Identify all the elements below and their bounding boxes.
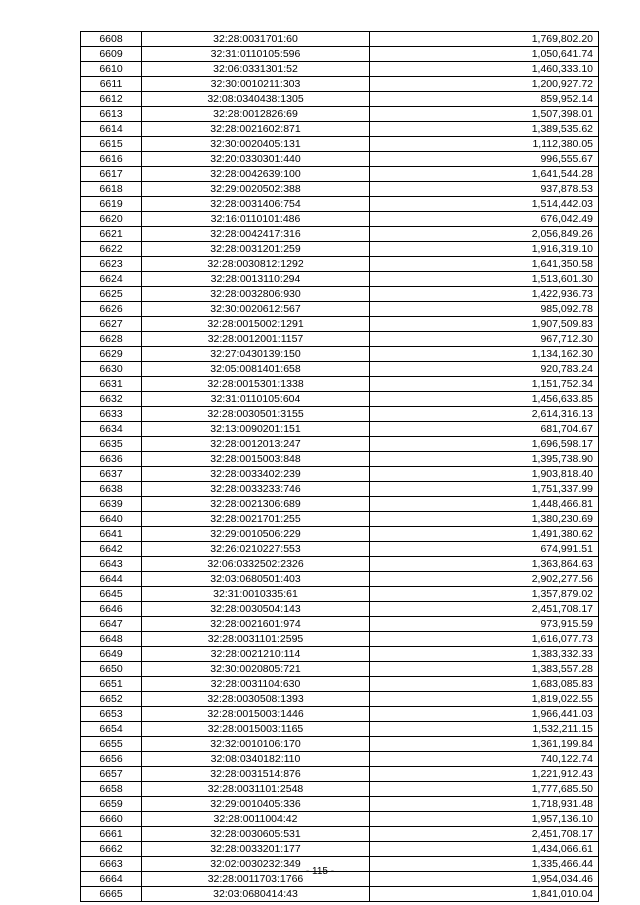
cadastral-value-cell: 1,395,738.90 (370, 452, 599, 467)
cadastral-number-cell: 32:32:0010106:170 (142, 737, 370, 752)
cadastral-value-cell: 1,532,211.15 (370, 722, 599, 737)
cadastral-value-cell: 1,769,802.20 (370, 32, 599, 47)
table-row (81, 662, 599, 677)
cadastral-number-cell: 32:28:0021701:255 (142, 512, 370, 527)
row-number-cell: 6646 (81, 602, 142, 617)
table-row (81, 107, 599, 122)
row-number-cell: 6616 (81, 152, 142, 167)
table-row (81, 182, 599, 197)
page-number: - 115 - (305, 866, 335, 877)
row-number-cell: 6644 (81, 572, 142, 587)
cadastral-number-cell: 32:26:0210227:553 (142, 542, 370, 557)
row-number-cell: 6640 (81, 512, 142, 527)
row-number-cell: 6662 (81, 842, 142, 857)
table-row (81, 752, 599, 767)
table-row (81, 437, 599, 452)
table-row (81, 212, 599, 227)
cadastral-value-cell: 1,363,864.63 (370, 557, 599, 572)
table-row (81, 32, 599, 47)
row-number-cell: 6618 (81, 182, 142, 197)
cadastral-value-cell: 2,614,316.13 (370, 407, 599, 422)
cadastral-value-cell: 1,513,601.30 (370, 272, 599, 287)
cadastral-number-cell: 32:28:0011703:1766 (142, 872, 370, 887)
row-number-cell: 6638 (81, 482, 142, 497)
cadastral-number-cell: 32:28:0012826:69 (142, 107, 370, 122)
table-row (81, 557, 599, 572)
cadastral-number-cell: 32:28:0042417:316 (142, 227, 370, 242)
row-number-cell: 6630 (81, 362, 142, 377)
cadastral-value-cell: 1,751,337.99 (370, 482, 599, 497)
row-number-cell: 6661 (81, 827, 142, 842)
cadastral-value-cell: 1,616,077.73 (370, 632, 599, 647)
row-number-cell: 6636 (81, 452, 142, 467)
row-number-cell: 6664 (81, 872, 142, 887)
cadastral-value-cell: 2,056,849.26 (370, 227, 599, 242)
row-number-cell: 6629 (81, 347, 142, 362)
cadastral-number-cell: 32:16:0110101:486 (142, 212, 370, 227)
cadastral-value-cell: 1,380,230.69 (370, 512, 599, 527)
table-row (81, 452, 599, 467)
row-number-cell: 6665 (81, 887, 142, 902)
cadastral-number-cell: 32:06:0332502:2326 (142, 557, 370, 572)
row-number-cell: 6648 (81, 632, 142, 647)
row-number-cell: 6641 (81, 527, 142, 542)
table-row (81, 767, 599, 782)
cadastral-value-cell: 1,383,332.33 (370, 647, 599, 662)
cadastral-number-cell: 32:05:0081401:658 (142, 362, 370, 377)
cadastral-number-cell: 32:28:0015002:1291 (142, 317, 370, 332)
cadastral-value-cell: 1,448,466.81 (370, 497, 599, 512)
cadastral-value-cell: 1,434,066.61 (370, 842, 599, 857)
cadastral-value-cell: 1,460,333.10 (370, 62, 599, 77)
cadastral-value-cell: 1,221,912.43 (370, 767, 599, 782)
cadastral-number-cell: 32:28:0042639:100 (142, 167, 370, 182)
cadastral-number-cell: 32:30:0020805:721 (142, 662, 370, 677)
cadastral-value-cell: 1,641,350.58 (370, 257, 599, 272)
cadastral-number-cell: 32:30:0010211:303 (142, 77, 370, 92)
cadastral-number-cell: 32:28:0031406:754 (142, 197, 370, 212)
cadastral-value-cell: 1,718,931.48 (370, 797, 599, 812)
cadastral-number-cell: 32:13:0090201:151 (142, 422, 370, 437)
cadastral-number-cell: 32:28:0031201:259 (142, 242, 370, 257)
cadastral-number-cell: 32:28:0012013:247 (142, 437, 370, 452)
table-row (81, 527, 599, 542)
row-number-cell: 6659 (81, 797, 142, 812)
row-number-cell: 6625 (81, 287, 142, 302)
table-row (81, 827, 599, 842)
row-number-cell: 6619 (81, 197, 142, 212)
table-row (81, 92, 599, 107)
cadastral-value-cell: 973,915.59 (370, 617, 599, 632)
cadastral-value-cell: 1,507,398.01 (370, 107, 599, 122)
row-number-cell: 6628 (81, 332, 142, 347)
table-row (81, 287, 599, 302)
cadastral-number-cell: 32:30:0020405:131 (142, 137, 370, 152)
row-number-cell: 6617 (81, 167, 142, 182)
table-row (81, 677, 599, 692)
cadastral-value-cell: 1,422,936.73 (370, 287, 599, 302)
cadastral-number-cell: 32:28:0033233:746 (142, 482, 370, 497)
cadastral-value-cell: 740,122.74 (370, 752, 599, 767)
cadastral-number-cell: 32:28:0015301:1338 (142, 377, 370, 392)
row-number-cell: 6612 (81, 92, 142, 107)
table-row (81, 377, 599, 392)
cadastral-value-cell: 967,712.30 (370, 332, 599, 347)
row-number-cell: 6621 (81, 227, 142, 242)
row-number-cell: 6647 (81, 617, 142, 632)
table-row (81, 347, 599, 362)
table-row (81, 647, 599, 662)
cadastral-value-cell: 1,907,509.83 (370, 317, 599, 332)
cadastral-value-cell: 1,777,685.50 (370, 782, 599, 797)
table-row (81, 332, 599, 347)
cadastral-number-cell: 32:28:0015003:1165 (142, 722, 370, 737)
cadastral-number-cell: 32:28:0031701:60 (142, 32, 370, 47)
row-number-cell: 6650 (81, 662, 142, 677)
table-body (81, 32, 599, 902)
table-row (81, 707, 599, 722)
row-number-cell: 6645 (81, 587, 142, 602)
cadastral-number-cell: 32:03:0680501:403 (142, 572, 370, 587)
table-row (81, 242, 599, 257)
cadastral-value-cell: 1,916,319.10 (370, 242, 599, 257)
row-number-cell: 6626 (81, 302, 142, 317)
table-row (81, 737, 599, 752)
table-row (81, 257, 599, 272)
table-row (81, 227, 599, 242)
row-number-cell: 6635 (81, 437, 142, 452)
cadastral-number-cell: 32:28:0015003:848 (142, 452, 370, 467)
cadastral-number-cell: 32:28:0015003:1446 (142, 707, 370, 722)
table-row (81, 692, 599, 707)
table-row (81, 812, 599, 827)
cadastral-value-cell: 1,200,927.72 (370, 77, 599, 92)
cadastral-number-cell: 32:28:0011004:42 (142, 812, 370, 827)
row-number-cell: 6615 (81, 137, 142, 152)
row-number-cell: 6657 (81, 767, 142, 782)
cadastral-number-cell: 32:28:0033402:239 (142, 467, 370, 482)
table-row (81, 302, 599, 317)
row-number-cell: 6642 (81, 542, 142, 557)
cadastral-value-cell: 1,957,136.10 (370, 812, 599, 827)
table-row (81, 512, 599, 527)
table-row (81, 617, 599, 632)
cadastral-value-cell: 996,555.67 (370, 152, 599, 167)
row-number-cell: 6634 (81, 422, 142, 437)
cadastral-value-cell: 2,902,277.56 (370, 572, 599, 587)
cadastral-value-cell: 920,783.24 (370, 362, 599, 377)
table-row (81, 392, 599, 407)
table-row (81, 62, 599, 77)
row-number-cell: 6624 (81, 272, 142, 287)
table-row (81, 152, 599, 167)
cadastral-value-cell: 681,704.67 (370, 422, 599, 437)
table-row (81, 842, 599, 857)
row-number-cell: 6631 (81, 377, 142, 392)
cadastral-value-cell: 1,151,752.34 (370, 377, 599, 392)
cadastral-number-cell: 32:08:0340438:1305 (142, 92, 370, 107)
cadastral-value-cell: 1,383,557.28 (370, 662, 599, 677)
cadastral-number-cell: 32:03:0680414:43 (142, 887, 370, 902)
cadastral-value-cell: 2,451,708.17 (370, 827, 599, 842)
cadastral-number-cell: 32:28:0021602:871 (142, 122, 370, 137)
cadastral-value-cell: 1,361,199.84 (370, 737, 599, 752)
table-row (81, 272, 599, 287)
row-number-cell: 6643 (81, 557, 142, 572)
table-row (81, 587, 599, 602)
row-number-cell: 6654 (81, 722, 142, 737)
cadastral-number-cell: 32:28:0021306:689 (142, 497, 370, 512)
row-number-cell: 6658 (81, 782, 142, 797)
cadastral-number-cell: 32:28:0031101:2595 (142, 632, 370, 647)
cadastral-value-cell: 676,042.49 (370, 212, 599, 227)
cadastral-number-cell: 32:08:0340182:110 (142, 752, 370, 767)
table-row (81, 197, 599, 212)
table-row (81, 482, 599, 497)
row-number-cell: 6632 (81, 392, 142, 407)
cadastral-number-cell: 32:28:0021210:114 (142, 647, 370, 662)
table-row (81, 722, 599, 737)
cadastral-value-cell: 1,491,380.62 (370, 527, 599, 542)
cadastral-number-cell: 32:06:0331301:52 (142, 62, 370, 77)
row-number-cell: 6613 (81, 107, 142, 122)
cadastral-value-cell: 1,389,535.62 (370, 122, 599, 137)
row-number-cell: 6660 (81, 812, 142, 827)
cadastral-value-cell: 1,357,879.02 (370, 587, 599, 602)
table-row (81, 797, 599, 812)
cadastral-value-cell: 937,878.53 (370, 182, 599, 197)
table-row (81, 887, 599, 902)
cadastral-number-cell: 32:31:0010335:61 (142, 587, 370, 602)
cadastral-number-cell: 32:29:0010405:336 (142, 797, 370, 812)
row-number-cell: 6620 (81, 212, 142, 227)
cadastral-value-cell: 1,134,162.30 (370, 347, 599, 362)
cadastral-number-cell: 32:28:0031514:876 (142, 767, 370, 782)
cadastral-value-cell: 1,112,380.05 (370, 137, 599, 152)
cadastral-value-cell: 1,841,010.04 (370, 887, 599, 902)
table-row (81, 632, 599, 647)
cadastral-value-cell: 985,092.78 (370, 302, 599, 317)
row-number-cell: 6623 (81, 257, 142, 272)
table-row (81, 362, 599, 377)
cadastral-number-cell: 32:29:0010506:229 (142, 527, 370, 542)
cadastral-number-cell: 32:31:0110105:604 (142, 392, 370, 407)
cadastral-value-cell: 1,966,441.03 (370, 707, 599, 722)
cadastral-number-cell: 32:28:0030504:143 (142, 602, 370, 617)
cadastral-value-cell: 1,954,034.46 (370, 872, 599, 887)
cadastral-value-cell: 1,641,544.28 (370, 167, 599, 182)
table-row (81, 317, 599, 332)
row-number-cell: 6652 (81, 692, 142, 707)
cadastral-number-cell: 32:28:0030508:1393 (142, 692, 370, 707)
row-number-cell: 6610 (81, 62, 142, 77)
row-number-cell: 6614 (81, 122, 142, 137)
table-row (81, 422, 599, 437)
row-number-cell: 6622 (81, 242, 142, 257)
row-number-cell: 6653 (81, 707, 142, 722)
row-number-cell: 6637 (81, 467, 142, 482)
cadastral-number-cell: 32:27:0430139:150 (142, 347, 370, 362)
table-row (81, 47, 599, 62)
table-row (81, 782, 599, 797)
cadastral-value-cell: 1,514,442.03 (370, 197, 599, 212)
cadastral-number-cell: 32:28:0030501:3155 (142, 407, 370, 422)
cadastral-value-cell: 1,456,633.85 (370, 392, 599, 407)
cadastral-number-cell: 32:29:0020502:388 (142, 182, 370, 197)
cadastral-value-cell: 1,696,598.17 (370, 437, 599, 452)
row-number-cell: 6611 (81, 77, 142, 92)
cadastral-number-cell: 32:20:0330301:440 (142, 152, 370, 167)
table-row (81, 497, 599, 512)
cadastral-number-cell: 32:02:0030232:349 (142, 857, 370, 872)
cadastral-value-cell: 1,683,085.83 (370, 677, 599, 692)
row-number-cell: 6649 (81, 647, 142, 662)
row-number-cell: 6627 (81, 317, 142, 332)
cadastral-number-cell: 32:28:0012001:1157 (142, 332, 370, 347)
row-number-cell: 6651 (81, 677, 142, 692)
row-number-cell: 6663 (81, 857, 142, 872)
cadastral-number-cell: 32:28:0021601:974 (142, 617, 370, 632)
row-number-cell: 6656 (81, 752, 142, 767)
table-row (81, 137, 599, 152)
cadastral-number-cell: 32:28:0031101:2548 (142, 782, 370, 797)
table-row (81, 407, 599, 422)
table-row (81, 122, 599, 137)
cadastral-value-table (80, 31, 599, 902)
cadastral-number-cell: 32:28:0030812:1292 (142, 257, 370, 272)
cadastral-number-cell: 32:28:0031104:630 (142, 677, 370, 692)
cadastral-value-cell: 859,952.14 (370, 92, 599, 107)
cadastral-value-cell: 674,991.51 (370, 542, 599, 557)
cadastral-value-cell: 2,451,708.17 (370, 602, 599, 617)
cadastral-value-cell: 1,819,022.55 (370, 692, 599, 707)
row-number-cell: 6633 (81, 407, 142, 422)
cadastral-number-cell: 32:31:0110105:596 (142, 47, 370, 62)
row-number-cell: 6655 (81, 737, 142, 752)
cadastral-number-cell: 32:28:0032806:930 (142, 287, 370, 302)
cadastral-number-cell: 32:28:0033201:177 (142, 842, 370, 857)
row-number-cell: 6639 (81, 497, 142, 512)
row-number-cell: 6608 (81, 32, 142, 47)
table-row (81, 77, 599, 92)
table-row (81, 542, 599, 557)
table-row (81, 602, 599, 617)
cadastral-number-cell: 32:28:0030605:531 (142, 827, 370, 842)
cadastral-value-cell: 1,335,466.44 (370, 857, 599, 872)
row-number-cell: 6609 (81, 47, 142, 62)
cadastral-number-cell: 32:28:0013110:294 (142, 272, 370, 287)
cadastral-number-cell: 32:30:0020612:567 (142, 302, 370, 317)
cadastral-value-cell: 1,050,641.74 (370, 47, 599, 62)
table-row (81, 467, 599, 482)
cadastral-value-cell: 1,903,818.40 (370, 467, 599, 482)
table-row (81, 572, 599, 587)
table-row (81, 167, 599, 182)
